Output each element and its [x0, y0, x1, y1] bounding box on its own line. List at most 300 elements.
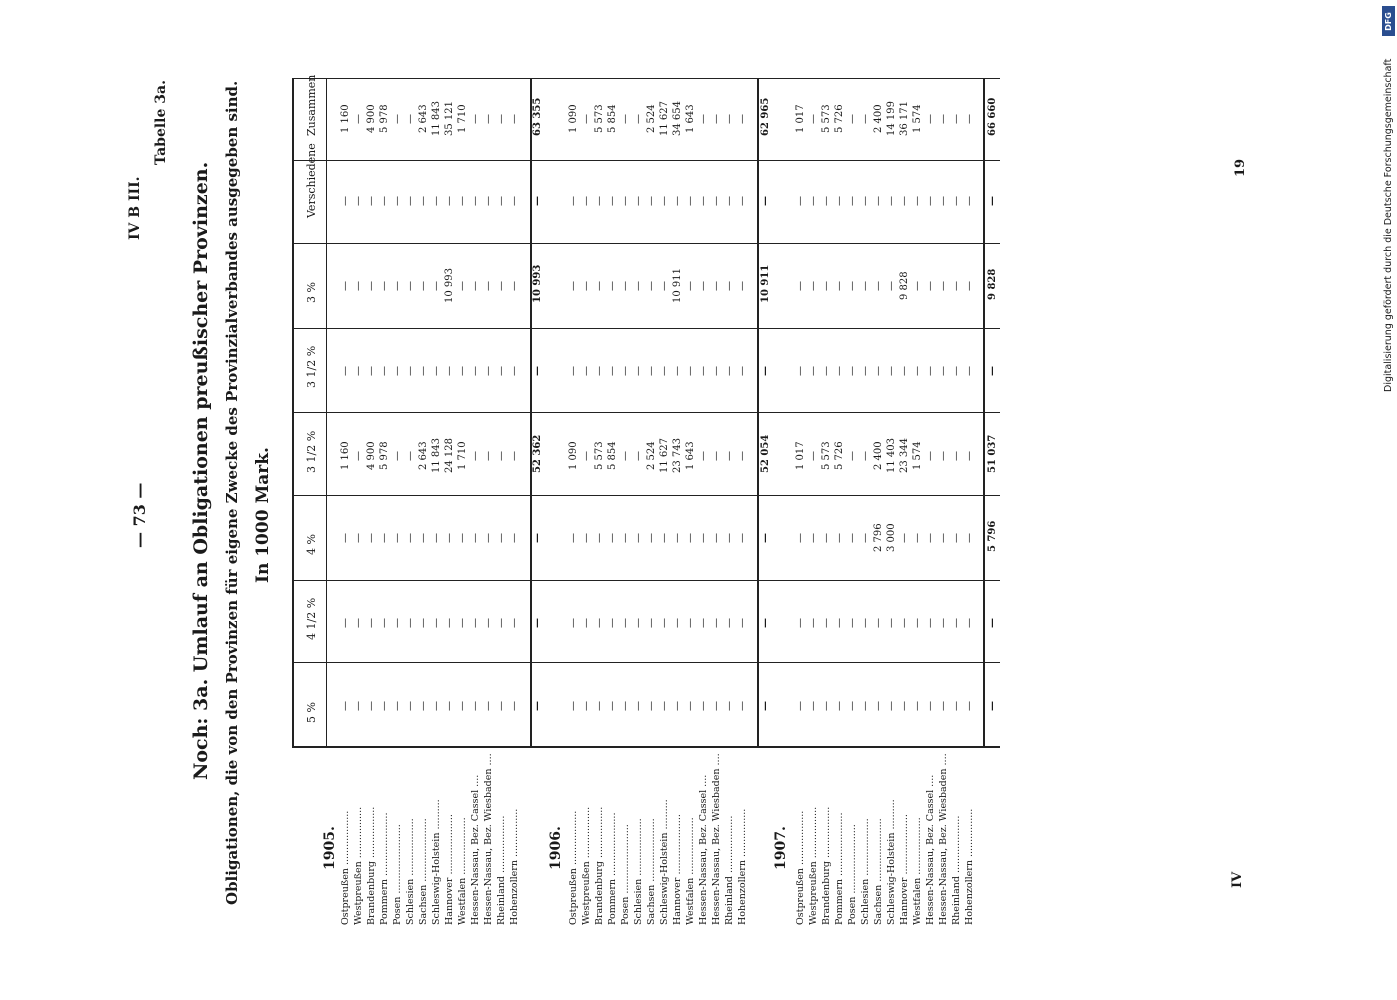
table-cell: —: [431, 196, 442, 206]
table-cell: —: [353, 114, 364, 124]
table-cell: —: [737, 281, 748, 291]
table-cell: —: [808, 196, 819, 206]
table-cell: 1 643: [685, 441, 696, 470]
table-cell: —: [698, 196, 709, 206]
table-cell: —: [860, 114, 871, 124]
table-cell: —: [672, 533, 683, 543]
region-label: Rheinland ...................: [951, 815, 962, 925]
table-cell: 36 171: [899, 101, 910, 136]
year-label: 1905.: [322, 826, 338, 870]
table-cell: 24 128: [444, 438, 455, 473]
leader-dots: ..........: [659, 799, 670, 833]
table-cell: —: [951, 114, 962, 124]
table-cell: —: [483, 196, 494, 206]
table-cell: —: [620, 114, 631, 124]
column-separator: [292, 412, 1000, 413]
leader-dots: ....: [938, 753, 949, 769]
table-cell: —: [938, 618, 949, 628]
block-rule-1907: [757, 78, 759, 748]
region-label: Pommern .....................: [834, 812, 845, 925]
table-cell: —: [620, 451, 631, 461]
table-cell: —: [457, 618, 468, 628]
table-cell: —: [470, 196, 481, 206]
table-cell: —: [379, 196, 390, 206]
leader-dots: .....................: [418, 818, 429, 885]
leader-dots: ................: [964, 808, 975, 861]
digitization-note: Digitalisierung gefördert durch die Deutsche Forschungsgemeinschaft: [1383, 58, 1394, 392]
table-cell: —: [633, 114, 644, 124]
leader-dots: ...................: [496, 815, 507, 877]
leader-dots: ..........: [886, 799, 897, 833]
leader-dots: ..................: [340, 810, 351, 869]
region-label: Rheinland ...................: [496, 815, 507, 925]
table-cell: —: [834, 618, 845, 628]
table-cell: 2 796: [873, 523, 884, 552]
column-header: Verschiedene: [305, 143, 318, 218]
region-label: Hohenzollern ................: [964, 808, 975, 925]
table-cell: —: [672, 366, 683, 376]
table-cell: —: [698, 618, 709, 628]
table-cell: —: [886, 701, 897, 711]
table-cell: —: [405, 451, 416, 461]
total-cell: 9 828: [987, 268, 998, 300]
table-cell: —: [483, 451, 494, 461]
table-cell: —: [392, 451, 403, 461]
region-label: Hannover ....................: [899, 814, 910, 925]
table-cell: 2 400: [873, 441, 884, 470]
leader-dots: .....................: [379, 812, 390, 879]
table-cell: —: [620, 366, 631, 376]
table-top-rule: [292, 78, 1000, 79]
table-cell: —: [483, 114, 494, 124]
table-cell: —: [470, 366, 481, 376]
table-cell: —: [509, 281, 520, 291]
table-cell: —: [808, 451, 819, 461]
table-cell: —: [568, 533, 579, 543]
table-cell: —: [847, 114, 858, 124]
table-cell: —: [951, 366, 962, 376]
table-cell: —: [685, 281, 696, 291]
table-cell: —: [594, 281, 605, 291]
table-cell: —: [808, 701, 819, 711]
column-separator: [292, 662, 1000, 663]
left-page-mark: IV: [1230, 871, 1245, 888]
table-cell: —: [353, 533, 364, 543]
table-cell: —: [405, 281, 416, 291]
table-cell: —: [418, 533, 429, 543]
table-cell: 9 828: [899, 271, 910, 300]
leader-dots: .................: [581, 806, 592, 862]
table-cell: —: [685, 196, 696, 206]
table-cell: —: [860, 451, 871, 461]
column-separator: [292, 495, 1000, 496]
table-cell: —: [581, 451, 592, 461]
table-cell: —: [509, 533, 520, 543]
region-label: Hannover ....................: [444, 814, 455, 925]
table-cell: —: [620, 618, 631, 628]
table-cell: —: [964, 196, 975, 206]
region-label: Schleswig-Holstein ..........: [886, 799, 897, 925]
total-cell: —: [760, 366, 771, 376]
table-cell: —: [509, 701, 520, 711]
table-cell: —: [509, 366, 520, 376]
table-left-rule: [292, 78, 294, 748]
table-cell: —: [366, 196, 377, 206]
table-cell: —: [659, 281, 670, 291]
table-cell: —: [509, 114, 520, 124]
table-cell: 1 090: [568, 104, 579, 133]
table-cell: —: [821, 533, 832, 543]
table-cell: 1 090: [568, 441, 579, 470]
column-header: 4 %: [305, 534, 318, 555]
table-cell: —: [685, 533, 696, 543]
total-cell: —: [987, 366, 998, 376]
leader-dots: ....................: [444, 814, 455, 878]
table-cell: —: [620, 701, 631, 711]
table-cell: —: [860, 618, 871, 628]
table-cell: —: [964, 701, 975, 711]
leader-dots: ....: [470, 774, 481, 790]
region-label: Pommern .....................: [607, 812, 618, 925]
total-cell: —: [532, 196, 543, 206]
table-cell: —: [795, 366, 806, 376]
table-cell: —: [659, 366, 670, 376]
table-cell: —: [860, 366, 871, 376]
table-cell: —: [821, 618, 832, 628]
table-cell: —: [951, 701, 962, 711]
table-cell: —: [698, 366, 709, 376]
leader-dots: ....: [483, 753, 494, 769]
leader-dots: ....: [711, 753, 722, 769]
region-label: Schlesien ...................: [405, 818, 416, 925]
leader-dots: ....................: [899, 814, 910, 878]
table-cell: —: [607, 701, 618, 711]
table-cell: 5 978: [379, 104, 390, 133]
table-cell: —: [672, 701, 683, 711]
table-cell: —: [899, 618, 910, 628]
table-cell: —: [496, 281, 507, 291]
table-cell: —: [964, 281, 975, 291]
table-cell: —: [353, 366, 364, 376]
leader-dots: ...................: [912, 817, 923, 878]
table-cell: —: [724, 533, 735, 543]
total-cell: 52 054: [760, 434, 771, 473]
leader-dots: .....................: [834, 812, 845, 879]
table-cell: —: [470, 114, 481, 124]
table-cell: —: [353, 618, 364, 628]
table-cell: —: [431, 281, 442, 291]
region-label: Sachsen .....................: [418, 818, 429, 925]
column-header: 5 %: [305, 702, 318, 723]
table-cell: —: [340, 701, 351, 711]
table-cell: —: [899, 196, 910, 206]
table-cell: —: [594, 196, 605, 206]
region-label: Posen .......................: [847, 824, 858, 925]
table-cell: —: [594, 366, 605, 376]
table-cell: 11 843: [431, 101, 442, 136]
section-ref: IV B III.: [127, 176, 143, 240]
table-cell: 4 900: [366, 104, 377, 133]
table-cell: 1 574: [912, 104, 923, 133]
table-cell: —: [808, 114, 819, 124]
table-cell: 1 017: [795, 104, 806, 133]
table-cell: —: [470, 451, 481, 461]
table-cell: —: [405, 196, 416, 206]
table-cell: —: [646, 196, 657, 206]
total-cell: —: [987, 196, 998, 206]
table-cell: —: [568, 618, 579, 628]
table-cell: —: [470, 533, 481, 543]
leader-dots: ...................: [724, 815, 735, 877]
table-cell: —: [509, 451, 520, 461]
table-cell: —: [951, 451, 962, 461]
table-cell: —: [925, 114, 936, 124]
table-cell: —: [379, 618, 390, 628]
table-cell: —: [633, 196, 644, 206]
table-cell: —: [431, 366, 442, 376]
table-cell: —: [366, 281, 377, 291]
table-cell: —: [724, 701, 735, 711]
region-label: Hohenzollern ................: [509, 808, 520, 925]
table-cell: —: [834, 366, 845, 376]
region-label: Ostpreußen ..................: [340, 810, 351, 925]
table-cell: —: [496, 701, 507, 711]
table-cell: —: [698, 533, 709, 543]
table-cell: —: [405, 533, 416, 543]
region-label: Hohenzollern ................: [737, 808, 748, 925]
table-cell: —: [925, 701, 936, 711]
table-bottom-rule: [292, 746, 1000, 748]
region-label: Westpreußen .................: [581, 806, 592, 925]
region-label: Westpreußen .................: [353, 806, 364, 925]
table-cell: —: [366, 701, 377, 711]
table-cell: —: [568, 701, 579, 711]
table-cell: —: [938, 701, 949, 711]
region-label: Sachsen .....................: [873, 818, 884, 925]
table-cell: —: [418, 196, 429, 206]
region-label: Hessen-Nassau, Bez. Cassel ....: [470, 774, 481, 925]
table-cell: —: [698, 451, 709, 461]
table-cell: —: [496, 533, 507, 543]
leader-dots: ....: [925, 774, 936, 790]
table-cell: —: [366, 366, 377, 376]
right-page-mark: 19: [1233, 158, 1248, 177]
region-label: Ostpreußen ..................: [795, 810, 806, 925]
table-cell: —: [808, 366, 819, 376]
table-cell: —: [607, 281, 618, 291]
table-cell: —: [444, 196, 455, 206]
table-cell: —: [607, 366, 618, 376]
table-cell: —: [938, 196, 949, 206]
region-label: Hessen-Nassau, Bez. Cassel ....: [698, 774, 709, 925]
table-cell: —: [672, 618, 683, 628]
table-cell: —: [925, 451, 936, 461]
table-cell: —: [431, 701, 442, 711]
table-cell: —: [847, 451, 858, 461]
table-cell: —: [899, 366, 910, 376]
table-cell: —: [594, 618, 605, 628]
table-cell: —: [737, 114, 748, 124]
leader-dots: ...................: [405, 818, 416, 879]
table-cell: —: [483, 618, 494, 628]
table-cell: —: [470, 618, 481, 628]
table-cell: —: [581, 701, 592, 711]
table-cell: —: [821, 281, 832, 291]
table-cell: 3 000: [886, 523, 897, 552]
table-cell: —: [795, 701, 806, 711]
table-cell: —: [646, 533, 657, 543]
table-cell: 1 710: [457, 441, 468, 470]
table-cell: —: [366, 533, 377, 543]
table-cell: 5 573: [594, 441, 605, 470]
region-label: Ostpreußen ..................: [568, 810, 579, 925]
table-cell: —: [353, 701, 364, 711]
table-cell: —: [659, 533, 670, 543]
leader-dots: .................: [594, 806, 605, 862]
region-label: Brandenburg .................: [594, 806, 605, 925]
table-cell: —: [698, 114, 709, 124]
table-cell: —: [847, 618, 858, 628]
leader-dots: ...................: [633, 818, 644, 879]
table-cell: —: [886, 281, 897, 291]
table-cell: —: [873, 618, 884, 628]
table-cell: 23 743: [672, 438, 683, 473]
table-cell: —: [568, 196, 579, 206]
table-cell: —: [912, 618, 923, 628]
region-label: Westpreußen .................: [808, 806, 819, 925]
table-cell: —: [470, 281, 481, 291]
table-cell: —: [711, 114, 722, 124]
table-cell: —: [405, 114, 416, 124]
table-cell: —: [620, 281, 631, 291]
table-cell: —: [964, 114, 975, 124]
leader-dots: ....................: [672, 814, 683, 878]
table-cell: 11 627: [659, 101, 670, 136]
table-cell: —: [938, 533, 949, 543]
table-cell: —: [737, 196, 748, 206]
total-cell: —: [532, 366, 543, 376]
leader-dots: .......................: [847, 824, 858, 897]
table-cell: 5 573: [821, 441, 832, 470]
table-cell: —: [698, 281, 709, 291]
table-cell: —: [607, 533, 618, 543]
table-cell: 5 726: [834, 441, 845, 470]
table-cell: —: [711, 618, 722, 628]
table-cell: 11 627: [659, 438, 670, 473]
table-cell: 2 643: [418, 441, 429, 470]
table-cell: —: [685, 366, 696, 376]
region-label: Brandenburg .................: [821, 806, 832, 925]
table-cell: 5 854: [607, 104, 618, 133]
total-cell: —: [760, 618, 771, 628]
leader-dots: ....: [698, 774, 709, 790]
table-cell: —: [457, 366, 468, 376]
table-cell: —: [633, 451, 644, 461]
table-cell: —: [457, 196, 468, 206]
page-number: — 73 —: [130, 482, 149, 548]
table-cell: —: [925, 533, 936, 543]
table-cell: —: [938, 366, 949, 376]
table-cell: —: [899, 701, 910, 711]
table-cell: 2 400: [873, 104, 884, 133]
leader-dots: ..................: [568, 810, 579, 869]
table-cell: —: [834, 701, 845, 711]
table-cell: 5 854: [607, 441, 618, 470]
table-cell: —: [581, 366, 592, 376]
table-cell: 23 344: [899, 438, 910, 473]
table-cell: 1 160: [340, 441, 351, 470]
table-cell: —: [509, 618, 520, 628]
table-cell: —: [340, 533, 351, 543]
leader-dots: .....................: [607, 812, 618, 879]
table-cell: —: [483, 701, 494, 711]
table-cell: —: [886, 366, 897, 376]
table-cell: —: [483, 281, 494, 291]
table-cell: —: [392, 196, 403, 206]
table-cell: —: [496, 618, 507, 628]
table-cell: —: [646, 281, 657, 291]
table-cell: —: [912, 366, 923, 376]
leader-dots: ...................: [860, 818, 871, 879]
table-cell: —: [912, 701, 923, 711]
leader-dots: .......................: [392, 824, 403, 897]
table-cell: —: [711, 366, 722, 376]
leader-dots: ...................: [457, 817, 468, 878]
table-cell: 5 726: [834, 104, 845, 133]
table-cell: —: [873, 366, 884, 376]
table-cell: 1 574: [912, 441, 923, 470]
table-cell: —: [509, 196, 520, 206]
leader-dots: .................: [353, 806, 364, 862]
table-ref: Tabelle 3a.: [153, 80, 169, 165]
table-cell: —: [581, 533, 592, 543]
table-cell: —: [873, 281, 884, 291]
table-cell: —: [353, 196, 364, 206]
total-cell: 66 660: [987, 97, 998, 136]
table-cell: —: [737, 366, 748, 376]
table-cell: —: [821, 366, 832, 376]
table-cell: 1 710: [457, 104, 468, 133]
table-cell: 4 900: [366, 441, 377, 470]
year-label: 1906.: [548, 826, 564, 870]
total-cell: 10 911: [760, 264, 771, 303]
table-cell: —: [951, 618, 962, 628]
table-cell: 34 654: [672, 101, 683, 136]
leader-dots: ..........: [431, 799, 442, 833]
table-cell: —: [685, 701, 696, 711]
table-cell: —: [795, 281, 806, 291]
table-cell: —: [912, 533, 923, 543]
table-cell: —: [912, 281, 923, 291]
column-separator: [292, 580, 1000, 581]
table-cell: —: [418, 281, 429, 291]
region-label: Pommern .....................: [379, 812, 390, 925]
table-cell: —: [340, 196, 351, 206]
table-cell: 1 643: [685, 104, 696, 133]
table-cell: —: [698, 701, 709, 711]
table-cell: —: [633, 366, 644, 376]
table-title: Noch: 3a. Umlauf an Obligationen preußischer Provinzen.: [190, 161, 212, 780]
table-cell: —: [912, 196, 923, 206]
table-cell: —: [392, 533, 403, 543]
table-cell: —: [418, 701, 429, 711]
region-label: Posen .......................: [392, 824, 403, 925]
table-cell: —: [860, 701, 871, 711]
column-header: 3 1/2 %: [305, 430, 318, 473]
table-cell: —: [607, 618, 618, 628]
table-cell: —: [886, 618, 897, 628]
table-cell: —: [418, 618, 429, 628]
